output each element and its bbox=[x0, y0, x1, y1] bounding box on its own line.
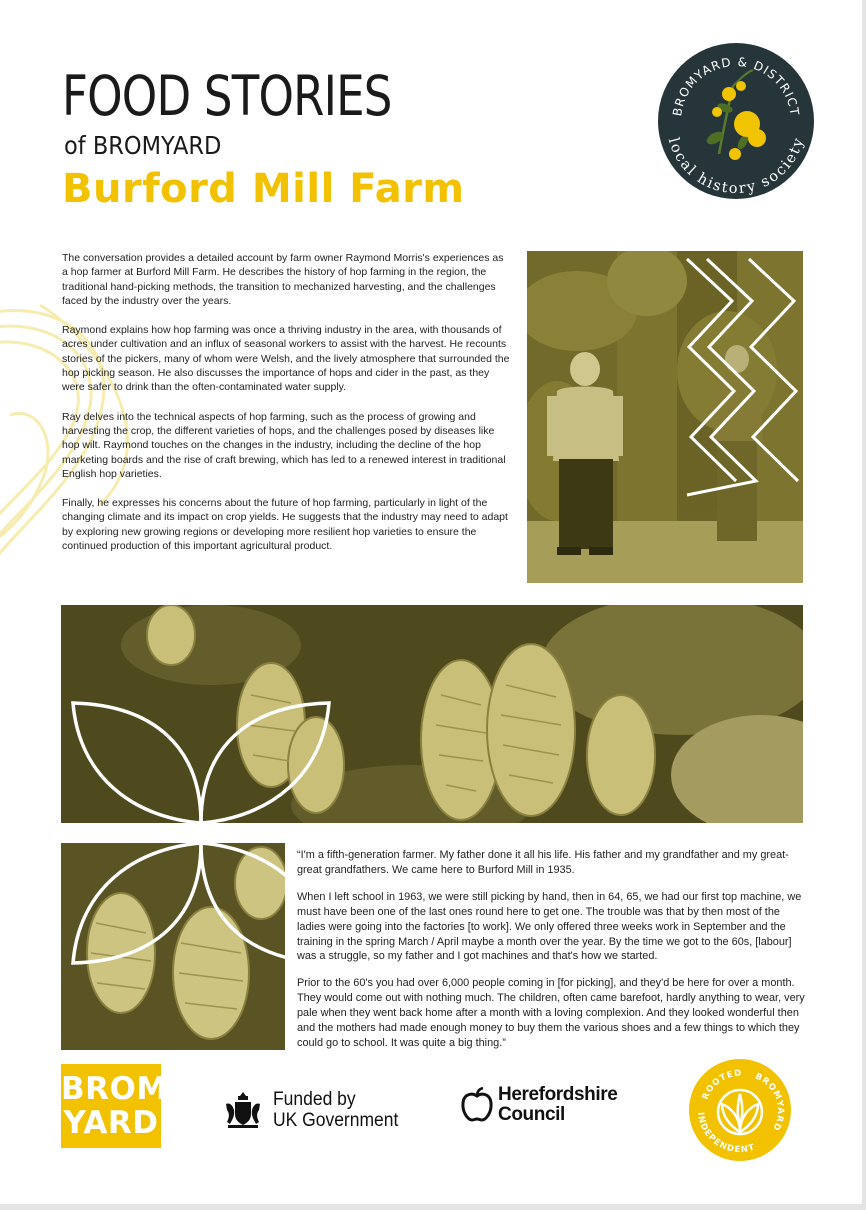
bromyard-logo-line1: BROM bbox=[61, 1071, 168, 1107]
intro-paragraph: The conversation provides a detailed account by farm owner Raymond Morris's experiences as a hop farmer at Burford Mill Farm. He describes the history of hop farming in the region, the traditional hand-picking methods, the transition to mechanized harvesting, and the challenges faced by the industry over the years. bbox=[62, 252, 504, 307]
intro-text bbox=[62, 251, 510, 568]
intro-paragraph: Finally, he expresses his concerns about the future of hop farming, particularly in light of the changing climate and its impact on crop yields. He suggests that the industry may need to adapt by exploring new growing regions or developing more resilient hop varieties to ensure the continued production of this important agricultural product. bbox=[62, 497, 508, 553]
council-line2: Council bbox=[498, 1104, 565, 1125]
intro-paragraph: Raymond explains how hop farming was once a thriving industry in the area, with thousands of acres under cultivation and an influx of seasonal workers to assist with the harvest. He recounts stories of the pickers, many of whom were Welsh, and the lively atmosphere that surrounded the hop picking season. He also discusses the importance of hops and cider in the past, as they were safer to drink than the often-contaminated water supply. bbox=[62, 324, 510, 394]
hops-closeup-photo bbox=[61, 843, 285, 1050]
apple-icon bbox=[460, 1087, 494, 1123]
farm-title: Burford Mill Farm bbox=[62, 166, 465, 212]
hops-photo bbox=[61, 605, 803, 823]
quote-paragraph: When I left school in 1963, we were still picking by hand, then in 64, 65, we had our first top machine, we must have been one of the last ones round here to get one. The trouble was that by then most of the ladies were going into the factories [to work]. We only offered three weeks work in September and the training in the spring March / April maybe a month over the year. By the time we got to the 60s, [labour] was a struggle, so my father and I got machines and that's how we started. bbox=[297, 890, 802, 963]
local-history-society-logo bbox=[657, 42, 815, 200]
society-name-top: BROMYARD & DISTRICT bbox=[670, 54, 802, 118]
raymond-quote bbox=[297, 848, 810, 1063]
council-name bbox=[498, 1085, 617, 1125]
quote-paragraph: Prior to the 60's you had over 6,000 people coming in [for picking], and they'd be here for over a month. They would come out with nothing much. The children, often came barefoot, hardly anything to wear, very pale when they went back home after a month with a loving complexion. And they looked wonderful then and the mothers had made enough money to buy them the various shoes and a few things to which they could go to school. It was quite a big thing.” bbox=[297, 977, 805, 1049]
farmers-photo bbox=[527, 251, 803, 583]
page-subtitle: of BROMYARD bbox=[64, 131, 222, 160]
page-title: FOOD STORIES bbox=[62, 64, 392, 128]
rooted-right-text: BROMYARD bbox=[753, 1071, 786, 1133]
rooted-top-text: ROOTED bbox=[700, 1068, 743, 1102]
quote-paragraph: “I'm a fifth-generation farmer. My father done it all his life. His father and my grandfather and my great-great grandfathers. We came here to Burford Mill in 1935. bbox=[297, 849, 789, 876]
society-name-bottom: local history society bbox=[665, 136, 807, 197]
herefordshire-council-logo bbox=[460, 1085, 640, 1125]
bromyard-logo bbox=[61, 1064, 168, 1148]
intro-paragraph: Ray delves into the technical aspects of hop farming, such as the process of growing and harvesting the crop, the different varieties of hops, and the challenges posed by diseases like hop wilt. Raymond touches on the changes in the industry, including the decline of the hop marketing boards and the rise of craft brewing, which has led to a renewed interest in traditional English hop varieties. bbox=[62, 410, 506, 480]
council-line1: Herefordshire bbox=[498, 1084, 618, 1105]
uk-government-funding-logo bbox=[222, 1087, 422, 1133]
rooted-bromyard-logo bbox=[688, 1058, 792, 1162]
bromyard-logo-line2: YARD bbox=[63, 1105, 159, 1141]
funded-line1: Funded by bbox=[273, 1089, 356, 1110]
funded-by-text bbox=[273, 1089, 398, 1131]
funded-line2: UK Government bbox=[273, 1110, 399, 1131]
rooted-bottom-text: INDEPENDENT bbox=[695, 1111, 757, 1156]
royal-crest-icon bbox=[222, 1090, 264, 1130]
